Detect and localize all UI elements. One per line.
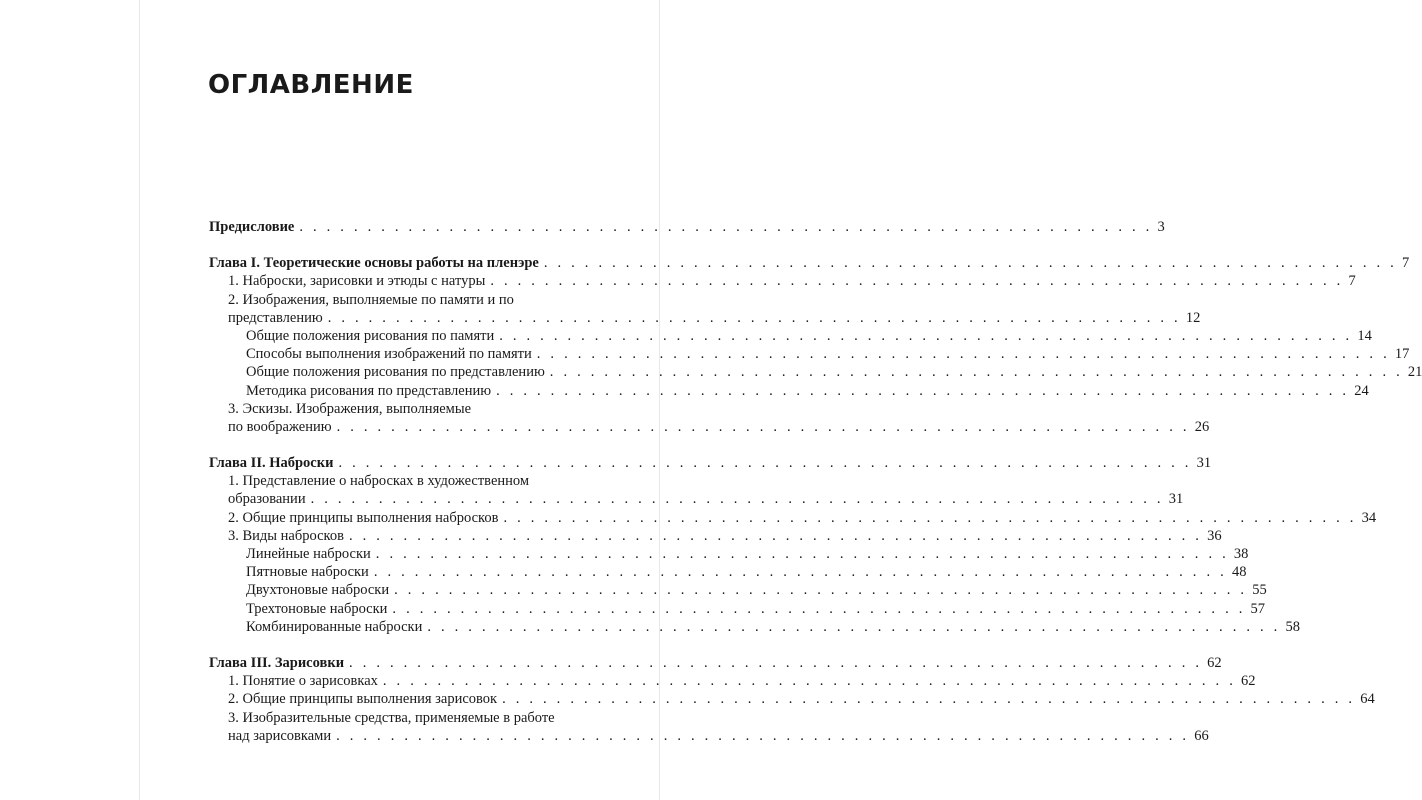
dot-leader: . . . . . . . . . . . . . . . . . . . . . . . . . . . . . . . . . . . . . . . . . . . . . . . . . . . . . . . . . . . . . . . [549,364,1403,381]
toc-section [209,527,1222,545]
toc-subsection [209,363,1422,381]
page-number: 31 [1196,455,1212,472]
dot-leader: . . . . . . . . . . . . . . . . . . . . . . . . . . . . . . . . . . . . . . . . . . . . . . . . . . . . . . . . . . . . . . . [336,727,1190,744]
dot-leader: . . . . . . . . . . . . . . . . . . . . . . . . . . . . . . . . . . . . . . . . . . . . . . . . . . . . . . . . . . . . . . . [502,691,1356,708]
section-title-line: 3. Эскизы. Изображения, выполняемые [228,400,472,417]
dot-leader: . . . . . . . . . . . . . . . . . . . . . . . . . . . . . . . . . . . . . . . . . . . . . . . . . . . . . . . . . . . . . . . [543,255,1397,272]
toc-section [209,690,1375,708]
page-number: 14 [1357,327,1372,344]
toc-subsection [209,382,1369,400]
toc-subsection [209,581,1267,599]
subsection-title: Пятновые наброски [246,564,369,581]
table-of-contents [209,218,1422,745]
chapter-title: Глава II. Наброски [209,455,334,472]
page-number: 48 [1231,564,1247,581]
toc-section [209,672,1256,690]
toc-section [209,309,1201,327]
dot-leader: . . . . . . . . . . . . . . . . . . . . . . . . . . . . . . . . . . . . . . . . . . . . . . . . . . . . . . . . . . . . . . . [310,491,1164,508]
subsection-title: Двухтоновые наброски [246,582,390,599]
page-number: 66 [1194,727,1209,744]
dot-leader: . . . . . . . . . . . . . . . . . . . . . . . . . . . . . . . . . . . . . . . . . . . . . . . . . . . . . . . . . . . . . . . [536,346,1390,363]
entry-label: Предисловие [209,219,295,235]
toc-section [209,272,1356,290]
subsection-title: Общие положения рисования по памяти [246,327,495,344]
subsection-title: Комбинированные наброски [246,618,423,635]
toc-subsection [209,327,1372,345]
page-number: 62 [1241,673,1256,690]
section-title: 3. Виды набросков [228,527,344,544]
subsection-title: Линейные наброски [246,546,371,562]
page-number: 34 [1361,509,1377,526]
dot-leader: . . . . . . . . . . . . . . . . . . . . . . . . . . . . . . . . . . . . . . . . . . . . . . . . . . . . . . . . . . . . . . . [392,600,1246,617]
dot-leader: . . . . . . . . . . . . . . . . . . . . . . . . . . . . . . . . . . . . . . . . . . . . . . . . . . . . . . . . . . . . . . . [375,546,1229,562]
chapter-title: Глава III. Зарисовки [209,654,345,671]
section-title-continued: представлению [228,309,323,326]
toc-subsection [209,600,1266,618]
page-number: 55 [1252,582,1267,599]
section-title-line: 3. Изобразительные средства, применяемые в работе [228,709,555,726]
page-number: 64 [1360,691,1375,708]
dot-leader: . . . . . . . . . . . . . . . . . . . . . . . . . . . . . . . . . . . . . . . . . . . . . . . . . . . . . . . . . . . . . . . [373,564,1227,581]
section-title-line: 2. Изображения, выполняемые по памяти и по [228,291,514,308]
page-number: 26 [1194,418,1210,435]
page-number: 36 [1207,527,1222,544]
toc-chapter [209,454,1212,472]
dot-leader: . . . . . . . . . . . . . . . . . . . . . . . . . . . . . . . . . . . . . . . . . . . . . . . . . . . . . . . . . . . . . . . [299,219,1153,235]
section-title: 1. Наброски, зарисовки и этюды с натуры [228,273,486,290]
section-title: 2. Общие принципы выполнения зарисовок [228,691,498,708]
dot-leader: . . . . . . . . . . . . . . . . . . . . . . . . . . . . . . . . . . . . . . . . . . . . . . . . . . . . . . . . . . . . . . . [327,309,1181,326]
toc-chapter [209,654,1222,672]
page-number: 3 [1157,219,1165,235]
toc-section [209,509,1377,527]
section-title: 1. Понятие о зарисовках [228,673,378,690]
chapter-title: Глава I. Теоретические основы работы на пленэре [209,255,539,272]
page-number: 57 [1250,600,1266,617]
book-page [140,0,1422,800]
page-number: 58 [1285,618,1300,635]
dot-leader: . . . . . . . . . . . . . . . . . . . . . . . . . . . . . . . . . . . . . . . . . . . . . . . . . . . . . . . . . . . . . . . [394,582,1248,599]
page-number: 7 [1348,273,1356,290]
toc-section [209,727,1209,745]
toc-subsection [209,618,1300,636]
dot-leader: . . . . . . . . . . . . . . . . . . . . . . . . . . . . . . . . . . . . . . . . . . . . . . . . . . . . . . . . . . . . . . . [338,455,1192,472]
page-number: 21 [1407,364,1422,381]
dot-leader: . . . . . . . . . . . . . . . . . . . . . . . . . . . . . . . . . . . . . . . . . . . . . . . . . . . . . . . . . . . . . . . [496,382,1350,399]
section-title: 2. Общие принципы выполнения набросков [228,509,499,526]
dot-leader: . . . . . . . . . . . . . . . . . . . . . . . . . . . . . . . . . . . . . . . . . . . . . . . . . . . . . . . . . . . . . . . [382,673,1237,690]
page-number: 17 [1394,346,1410,363]
toc-entry [209,218,1165,236]
toc-section [209,490,1184,508]
page-title: ОГЛАВЛЕНИЕ [208,70,414,100]
toc-chapter [209,254,1410,272]
page-number: 7 [1401,255,1410,272]
toc-subsection [209,563,1247,581]
toc-subsection [209,545,1249,563]
section-title-line: 1. Представление о набросках в художественном [228,473,530,490]
dot-leader: . . . . . . . . . . . . . . . . . . . . . . . . . . . . . . . . . . . . . . . . . . . . . . . . . . . . . . . . . . . . . . . [427,618,1281,635]
dot-leader: . . . . . . . . . . . . . . . . . . . . . . . . . . . . . . . . . . . . . . . . . . . . . . . . . . . . . . . . . . . . . . . [499,327,1353,344]
subsection-title: Трехтоновые наброски [246,600,388,617]
dot-leader: . . . . . . . . . . . . . . . . . . . . . . . . . . . . . . . . . . . . . . . . . . . . . . . . . . . . . . . . . . . . . . . [503,509,1357,526]
section-title-continued: по воображению [228,418,332,435]
subsection-title: Способы выполнения изображений по памяти [246,346,532,363]
dot-leader: . . . . . . . . . . . . . . . . . . . . . . . . . . . . . . . . . . . . . . . . . . . . . . . . . . . . . . . . . . . . . . . [490,273,1344,290]
dot-leader: . . . . . . . . . . . . . . . . . . . . . . . . . . . . . . . . . . . . . . . . . . . . . . . . . . . . . . . . . . . . . . . [336,418,1190,435]
page-number: 38 [1233,546,1249,562]
dot-leader: . . . . . . . . . . . . . . . . . . . . . . . . . . . . . . . . . . . . . . . . . . . . . . . . . . . . . . . . . . . . . . . [348,527,1203,544]
page-number: 24 [1354,382,1369,399]
section-title-continued: над зарисовками [228,727,332,744]
page-number: 31 [1168,491,1184,508]
subsection-title: Общие положения рисования по представлению [246,364,545,381]
subsection-title: Методика рисования по представлению [246,382,492,399]
toc-section [209,418,1210,436]
page-number: 62 [1207,654,1222,671]
section-title-continued: образовании [228,491,306,508]
toc-subsection [209,345,1410,363]
page-number: 12 [1185,309,1201,326]
dot-leader: . . . . . . . . . . . . . . . . . . . . . . . . . . . . . . . . . . . . . . . . . . . . . . . . . . . . . . . . . . . . . . . [349,654,1203,671]
